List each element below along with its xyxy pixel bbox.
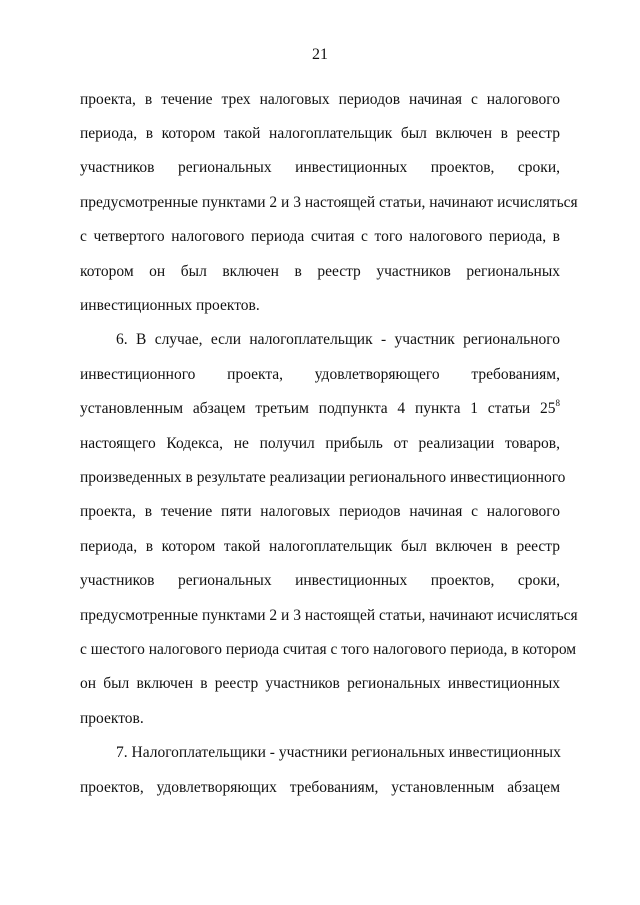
text-line: с шестого налогового периода считая с того налогового периода, в котором — [80, 641, 577, 658]
text-line: котором он был включен в реестр участников региональных — [80, 263, 560, 280]
page-number: 21 — [312, 46, 328, 63]
text-line: предусмотренные пунктами 2 и 3 настоящей статьи, начинают исчисляться — [80, 194, 578, 211]
text-line: проекта, в течение трех налоговых периодов начиная с налогового — [80, 91, 560, 108]
text-line: проектов. — [80, 710, 144, 727]
text-line: участников региональных инвестиционных проектов, сроки, — [80, 572, 560, 589]
text-line: проектов, удовлетворяющих требованиям, установленным абзацем — [80, 779, 560, 796]
text-line: проекта, в течение пяти налоговых периодов начиная с налогового — [80, 503, 560, 520]
text-line: настоящего Кодекса, не получил прибыль от реализации товаров, — [80, 435, 560, 452]
text-line: произведенных в результате реализации регионального инвестиционного — [80, 469, 566, 486]
text-fragment: установленным абзацем третьим подпункта 4 пункта 1 статьи 25 — [80, 400, 556, 417]
superscript: 8 — [555, 398, 560, 408]
text-line: участников региональных инвестиционных проектов, сроки, — [80, 159, 560, 176]
text-line: он был включен в реестр участников региональных инвестиционных — [80, 675, 560, 692]
text-line: инвестиционного проекта, удовлетворяющего требованиям, — [80, 366, 560, 383]
text-line: с четвертого налогового периода считая с того налогового периода, в — [80, 228, 560, 245]
text-line: инвестиционных проектов. — [80, 297, 260, 314]
text-line: периода, в котором такой налогоплательщик был включен в реестр — [80, 125, 560, 142]
text-line — [80, 399, 560, 419]
text-line: 7. Налогоплательщики - участники региональных инвестиционных — [116, 744, 561, 761]
text-line: предусмотренные пунктами 2 и 3 настоящей статьи, начинают исчисляться — [80, 607, 578, 624]
text-line: 6. В случае, если налогоплательщик - участник регионального — [116, 331, 560, 348]
text-line: периода, в котором такой налогоплательщик был включен в реестр — [80, 538, 560, 555]
